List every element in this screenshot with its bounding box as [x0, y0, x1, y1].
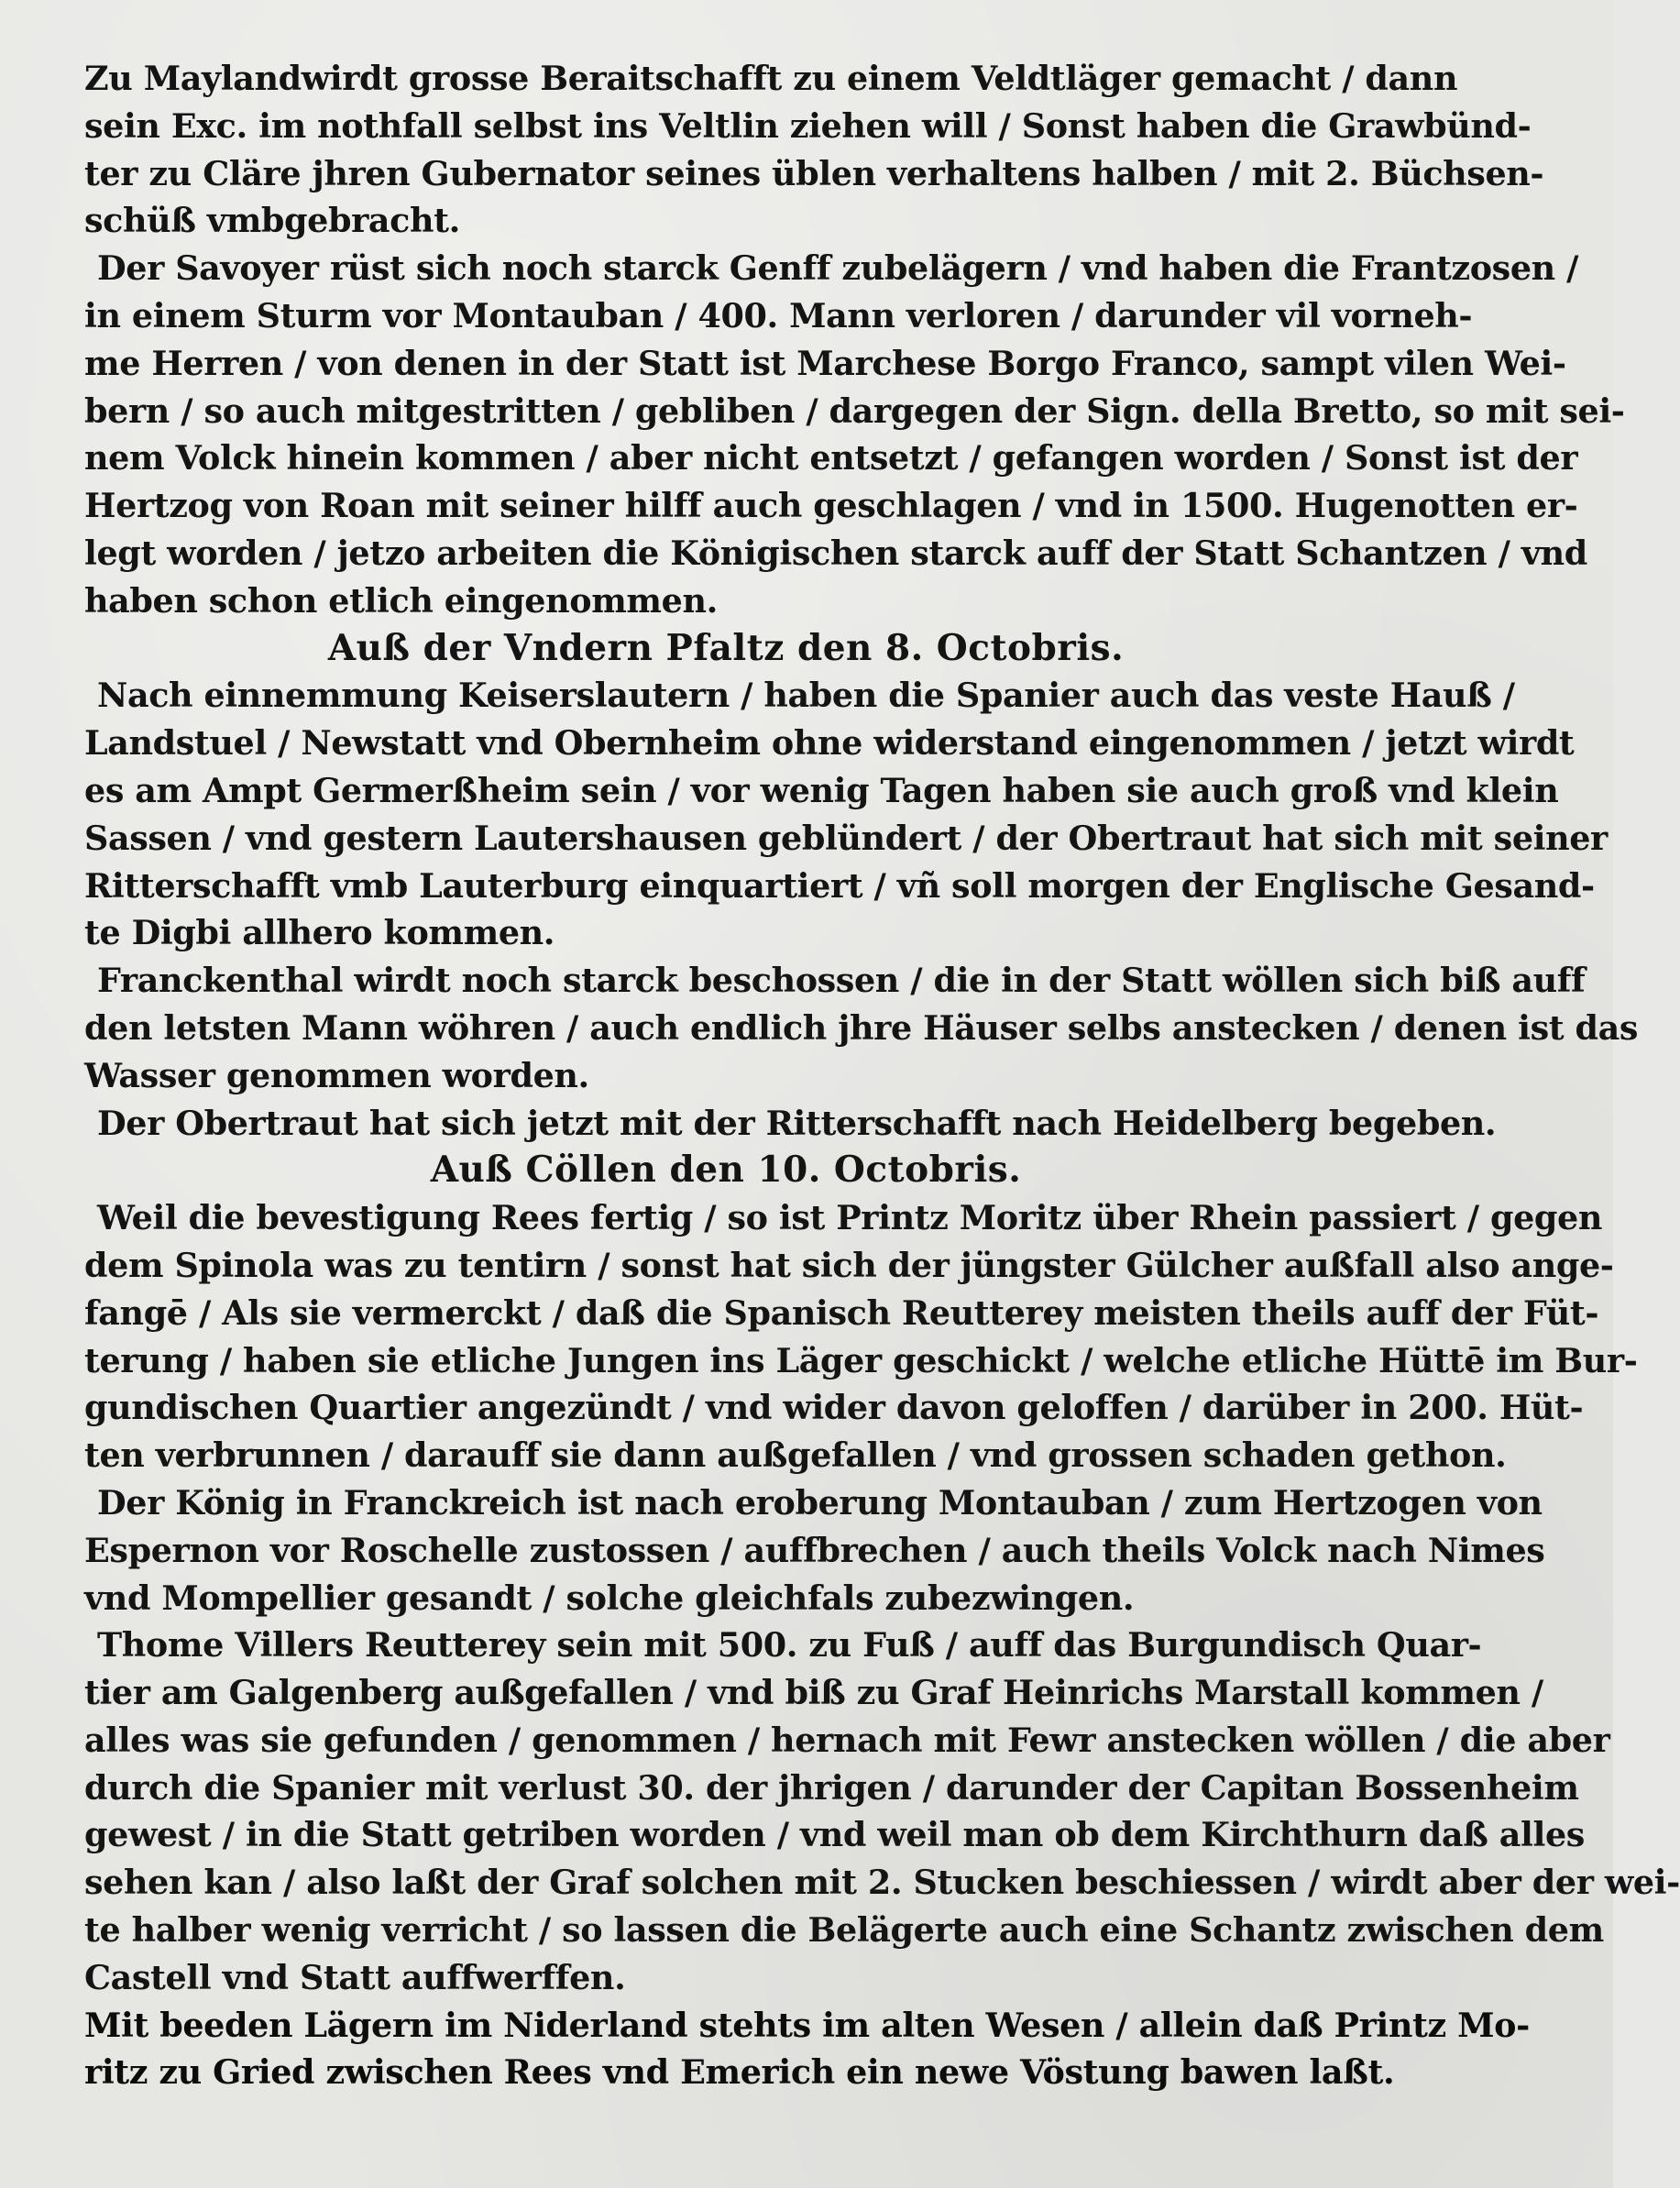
text-line: Castell vnd Statt auffwerffen.: [84, 1957, 626, 1997]
text-line: sein Exc. im nothfall selbst ins Veltlin ziehen will / Sonst haben die Grawbünd-: [84, 105, 1532, 146]
text-line: Wasser genommen worden.: [84, 1055, 589, 1095]
text-line: gundischen Quartier angezündt / vnd wider davon geloffen / darüber in 200. Hüt-: [84, 1388, 1584, 1428]
text-line: Zu Maylandwirdt grosse Beraitschafft zu einem Veldtläger gemacht / dann: [84, 59, 1458, 98]
text-line: den letsten Mann wöhren / auch endlich jhre Häuser selbs anstecken / denen ist das: [84, 1007, 1639, 1048]
text-line: tier am Galgenberg außgefallen / vnd biß zu Graf Heinrichs Marstall kommen /: [84, 1673, 1543, 1713]
text-line: ter zu Cläre jhren Gubernator seines üblen verhaltens halben / mit 2. Büchsen-: [84, 153, 1544, 193]
text-line: Der Savoyer rüst sich noch starck Genff zubelägern / vnd haben die Frantzosen /: [97, 248, 1579, 289]
text-line: Der Obertraut hat sich jetzt mit der Ritterschafft nach Heidelberg begeben.: [97, 1103, 1497, 1143]
text-line: ten verbrunnen / darauff sie dann außgefallen / vnd grossen schaden gethon.: [84, 1435, 1507, 1476]
text-line: haben schon etlich eingenommen.: [84, 580, 718, 621]
text-line: Franckenthal wirdt noch starck beschossen / die in der Statt wöllen sich biß auff: [97, 961, 1586, 1001]
text-line: Der König in Franckreich ist nach eroberung Montauban / zum Hertzogen von: [97, 1482, 1543, 1523]
text-line: te Digbi allhero kommen.: [84, 913, 555, 953]
section-heading: Auß der Vndern Pfaltz den 8. Octobris.: [327, 626, 1125, 669]
text-line: Hertzog von Roan mit seiner hilff auch geschlagen / vnd in 1500. Hugenotten er-: [84, 486, 1578, 526]
text-line: Espernon vor Roschelle zustossen / auffbrechen / auch theils Volck nach Nimes: [84, 1530, 1545, 1570]
text-line: te halber wenig verricht / so lassen die Belägerte auch eine Schantz zwischen dem: [84, 1910, 1604, 1951]
text-line: Nach einnemmung Keiserslautern / haben die Spanier auch das veste Hauß /: [97, 676, 1515, 716]
text-line: me Herren / von denen in der Statt ist Marchese Borgo Franco, sampt vilen Wei-: [84, 343, 1566, 383]
text-line: vnd Mompellier gesandt / solche gleichfals zubezwingen.: [84, 1578, 1135, 1618]
section-heading: Auß Cöllen den 10. Octobris.: [430, 1149, 1022, 1192]
text-line: ritz zu Gried zwischen Rees vnd Emerich ein newe Vöstung bawen laßt.: [84, 2052, 1395, 2093]
text-line: Landstuel / Newstatt vnd Obernheim ohne widerstand eingenommen / jetzt wirdt: [84, 723, 1575, 764]
text-line: Ritterschafft vmb Lauterburg einquartiert / vñ soll morgen der Englische Gesand-: [84, 865, 1595, 906]
text-line: sehen kan / also laßt der Graf solchen mit 2. Stucken beschiessen / wirdt aber der wei-: [84, 1863, 1680, 1903]
text-line: durch die Spanier mit verlust 30. der jhrigen / darunder der Capitan Bossenheim: [84, 1767, 1579, 1808]
text-line: es am Ampt Germerßheim sein / vor wenig Tagen haben sie auch groß vnd klein: [84, 770, 1559, 810]
text-line: Thome Villers Reutterey sein mit 500. zu Fuß / auff das Burgundisch Quar-: [97, 1625, 1482, 1666]
text-line: fangē / Als sie vermerckt / daß die Spanisch Reutterey meisten theils auff der Füt-: [84, 1292, 1599, 1333]
text-line: schüß vmbgebracht.: [84, 201, 460, 241]
text-line: Mit beeden Lägern im Niderland stehts im alten Wesen / allein daß Printz Mo-: [84, 2005, 1530, 2045]
text-line: bern / so auch mitgestritten / gebliben / dargegen der Sign. della Bretto, so mit sei-: [84, 390, 1625, 431]
body-text: [84, 55, 1680, 2096]
text-line: nem Volck hinein kommen / aber nicht entsetzt / gefangen worden / Sonst ist der: [84, 438, 1578, 478]
text-line: Weil die bevestigung Rees fertig / so ist Printz Moritz über Rhein passiert / gegen: [97, 1198, 1602, 1238]
text-line: alles was sie gefunden / genommen / hernach mit Fewr anstecken wöllen / die aber: [84, 1720, 1610, 1760]
text-line: legt worden / jetzo arbeiten die Königischen starck auff der Statt Schantzen / vnd: [84, 533, 1587, 573]
text-line: dem Spinola was zu tentirn / sonst hat sich der jüngster Gülcher außfall also ange-: [84, 1245, 1614, 1285]
text-line: in einem Sturm vor Montauban / 400. Mann verloren / darunder vil vorneh-: [84, 295, 1473, 335]
text-line: gewest / in die Statt getriben worden / vnd weil man ob dem Kirchthurn daß alles: [84, 1815, 1585, 1855]
text-line: Sassen / vnd gestern Lautershausen geblündert / der Obertraut hat sich mit seiner: [84, 818, 1608, 858]
text-line: terung / haben sie etliche Jungen ins Läger geschickt / welche etliche Hüttē im Bur-: [84, 1340, 1638, 1380]
